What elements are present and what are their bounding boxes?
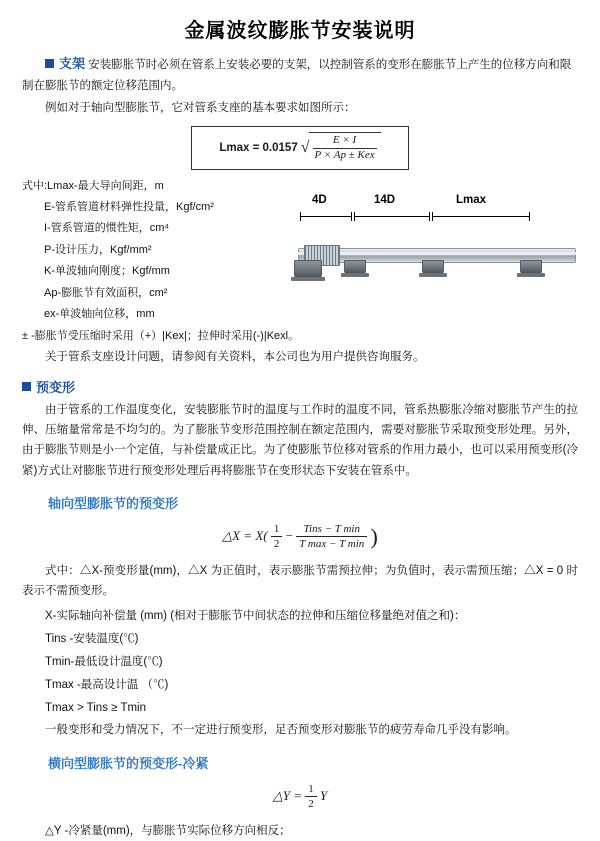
equation-axial-half-den: 2 [273,537,280,550]
equation-lateral-half [305,782,317,812]
equation-lateral-explanation: △Y -冷紧量(mm)，与膨胀节实际位移方向相反； [45,825,291,838]
equation-axial-ratio-num: Tins − T min [296,522,367,537]
page-title: 金属波纹膨胀节安装说明 [184,20,416,42]
pipe-diagram [288,226,578,296]
formula-lmax-numerator: E × I [313,134,377,149]
guide-support [422,260,444,274]
square-bullet-icon [22,382,31,391]
equation-axial-predeform [22,522,578,552]
figure-label-14d: 14D [374,193,396,206]
legend-item: Ap-膨胀节有效面积，cm² [44,286,168,299]
equation-axial-ratio-den: T max − T min [299,537,365,550]
subsection-heading-axial: 轴向型膨胀节的预变形 [48,495,179,511]
figure-label-4d: 4D [312,193,327,206]
axial-definitions [22,605,578,720]
section-heading-bracket [22,53,578,96]
legend-figure-row [22,176,578,348]
equation-lateral-half-num: 1 [305,782,317,797]
figure-dimension-lines [288,210,578,224]
section-predeform-paragraph: 由于管系的工作温度变化，安装膨胀节时的温度与工作时的温度不同，管系热膨胀冷缩对膨胀节产生的拉伸、压缩量常常是不均匀的。为了膨胀节变形范围控制在额定范围内，需要对膨胀节采取预变形处理。另外，由于膨胀节则是小一个定值，与补偿量成正比。为了使膨胀节位移对管系的作用力最小，也可以采用预变形(冷紧)方式让对膨胀节进行预变形处理后再将膨胀节在变形状态下安装在管系中。 [22,404,578,477]
definition-item: Tmin-最低设计温度(℃) [45,656,163,669]
document-page [0,14,600,838]
equation-axial-lhs: △X = X( [222,527,268,543]
legend-item: ex-单波轴向位移，mm [44,308,155,321]
equation-axial-rhs: ) [370,523,378,549]
bracket-closing-note: 关于管系支座设计问题，请参阅有关资料，本公司也为用户提供咨询服务。 [45,351,425,363]
figure-dimension-labels [288,194,578,210]
figure-label-lmax: Lmax [456,193,487,206]
sqrt-icon: √ $\frac{E \times I}{\text{P × Ap ± Kex}}$ [301,132,381,164]
equation-axial-explanation: 式中：△X-预变形量(mm)，△X 为正值时，表示膨胀节需预拉伸；为负值时，表示需预压缩；△X = 0 时表示不需预变形。 [22,565,578,598]
section-bracket-paragraph2: 例如对于轴向型膨胀节，它对管系支座的基本要求如图所示： [45,101,356,114]
square-bullet-icon [45,59,54,68]
definition-item: Tins -安装温度(℃) [45,633,139,646]
equation-axial-half-num: 1 [271,522,283,537]
equation-lateral-half-den: 2 [308,797,314,810]
legend-item: I-管系管道的惯性矩，cm⁴ [44,222,170,235]
legend-item: P-设计压力，Kgf/mm² [44,243,152,256]
equation-lateral-rhs: Y [320,787,328,803]
section-heading-bracket-label: 支架 [59,56,86,71]
dimension-line-4d [300,216,352,217]
definition-item: Tmax -最高设计温 （℃) [45,679,169,692]
definition-item: Tmax > Tins ≥ Tmin [45,702,146,715]
equation-lateral-coldpull [22,782,578,812]
equation-axial-minus: − [285,527,293,543]
equation-lateral-lhs: △Y = [272,787,302,803]
main-anchor-support [294,260,322,278]
equation-axial-ratio [296,522,367,552]
formula-lmax [191,126,409,170]
dimension-line-14d [354,216,430,217]
subsection-heading-lateral: 横向型膨胀节的预变形-冷紧 [48,755,209,771]
legend-item: K-单波轴向刚度；Kgf/mm [44,265,170,278]
legend-item: E-管系管道材料弹性投量，Kgf/cm² [44,200,214,213]
formula-legend [22,176,300,348]
axial-note: 一般变形和受力情况下，不一定进行预变形，足否预变形对膨胀节的疲劳寿命几乎没有影响。 [45,724,517,737]
legend-item: ± -膨胀节受压缩时采用（+）|Kex|；拉伸时采用(-)|Kexl。 [22,329,300,342]
legend-item: 式中:Lmax-最大导向间距，m [22,179,164,192]
pipe-support-figure [288,176,578,296]
document-content [0,53,600,841]
section-bracket-paragraph: 安装膨胀节时必须在管系上安装必要的支架，以控制管系的变形在膨胀节上产生的位移方向和限制在膨胀节的额定位移范围内。 [22,59,572,92]
definition-item: X-实际轴向补偿量 (mm) (相对于膨胀节中间状态的拉伸和压缩位移量绝对值之和)： [45,610,466,623]
guide-support [520,260,542,274]
formula-lmax-label: Lmax = 0.0157 [219,141,298,154]
section-heading-predeform-label: 预变形 [36,380,76,396]
guide-support [344,260,366,274]
equation-axial-half [271,522,283,552]
section-heading-predeform [22,377,578,396]
dimension-line-lmax [432,216,530,217]
formula-lmax-denominator: P × Ap ± Kex [314,148,375,161]
